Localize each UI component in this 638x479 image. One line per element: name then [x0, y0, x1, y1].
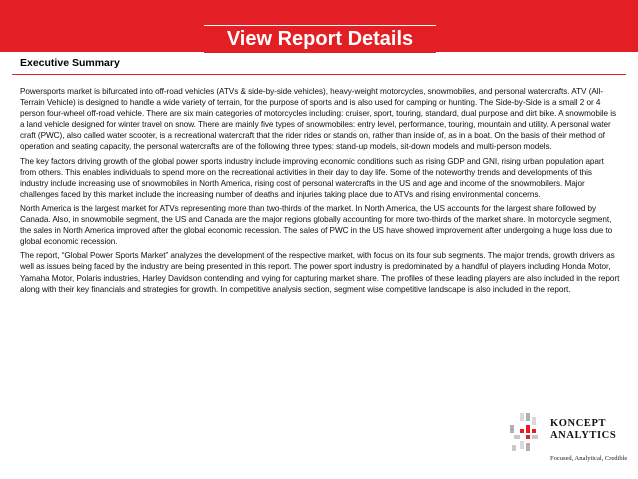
- koncept-analytics-logo-icon: [510, 413, 540, 455]
- paragraph-4: The report, “Global Power Sports Market” analyzes the development of the respective market, with focus on its four sub segments. The major trends, growth drivers as well as issues being faced by the industry are being presented in this report. The power sport industry is predominated by a handful of players including Honda Motor, Yamaha Motor, Polaris industries, Harley Davidson contending and vying for capturing market share. The profiles of these leading players are also included in the report along with their key financials and strategies for growth. In competitive analysis section, segment wise competitive landscape is also included in the report.: [20, 251, 620, 294]
- paragraph-3: North America is the largest market for ATVs representing more than two-thirds of the market. In North America, the US accounts for the largest share followed by Canada. Also, in snowmobile segment, the US and Canada are the major regions globally accounting for more two-thirds of the market share. In motorcycle segment, the sales in North America improved after the global economic recession. The sales of PWC in the US have showed improvement after undergoing a huge loss due to global economic recession.: [20, 203, 613, 247]
- logo-tagline: Focused, Analytical, Credible: [550, 455, 628, 462]
- section-title: Executive Summary: [20, 57, 120, 69]
- section-bar: [12, 52, 626, 75]
- paragraph-2: The key factors driving growth of the global power sports industry include improving economic conditions such as rising GDP and GNI, rising urban population apart from others. This enables individuals to spend more on the recreational activities in their day to day life. Some of the noteworthy trends and developments of this industry include increasing use of snowmobiles in North America, rising cost of personal watercrafts in the US and age and income of the snowmobilers. Major challenges faced by this market include the increasing number of deaths and injuries taking place due to ATVs and rising environmental concerns.: [20, 156, 604, 199]
- title-plate: [204, 25, 436, 53]
- company-logo: [510, 409, 632, 473]
- page-title: View Report Details: [226, 28, 414, 50]
- paragraph-1: Powersports market is bifurcated into off-road vehicles (ATVs & side-by-side vehicles), heavy-weight motorcycles, snowmobiles, and personal watercrafts. ATV (All-Terrain Vehicle) is designed to handle a wide variety of terrain, for the purpose of sports and is also used for camping or hunting. The Side-by-Side is a small 2 or 4 person four-wheel off-road vehicle. There are six main categories of motorcycles including: cruiser, sport, touring, standard, dual purpose and dirt bike. A snowmobile is a land vehicle designed for winter travel on snow. There are mainly five types of snowmobiles: entry level, performance, touring, mountain and utility. A personal water craft (PWC), also called water scooter, is a recreational watercraft that the rider rides or stands on, rather than inside of, as in a boat. On the basis of their method of operation and seating capacity, the personal watercrafts are of the following three types: stand-up models, sit-down models and multi-person models.: [20, 87, 617, 152]
- logo-name-line2: ANALYTICS: [550, 430, 617, 441]
- logo-name-line1: KONCEPT: [550, 418, 607, 429]
- report-body: [20, 86, 622, 298]
- logo-wordmark: [550, 418, 616, 442]
